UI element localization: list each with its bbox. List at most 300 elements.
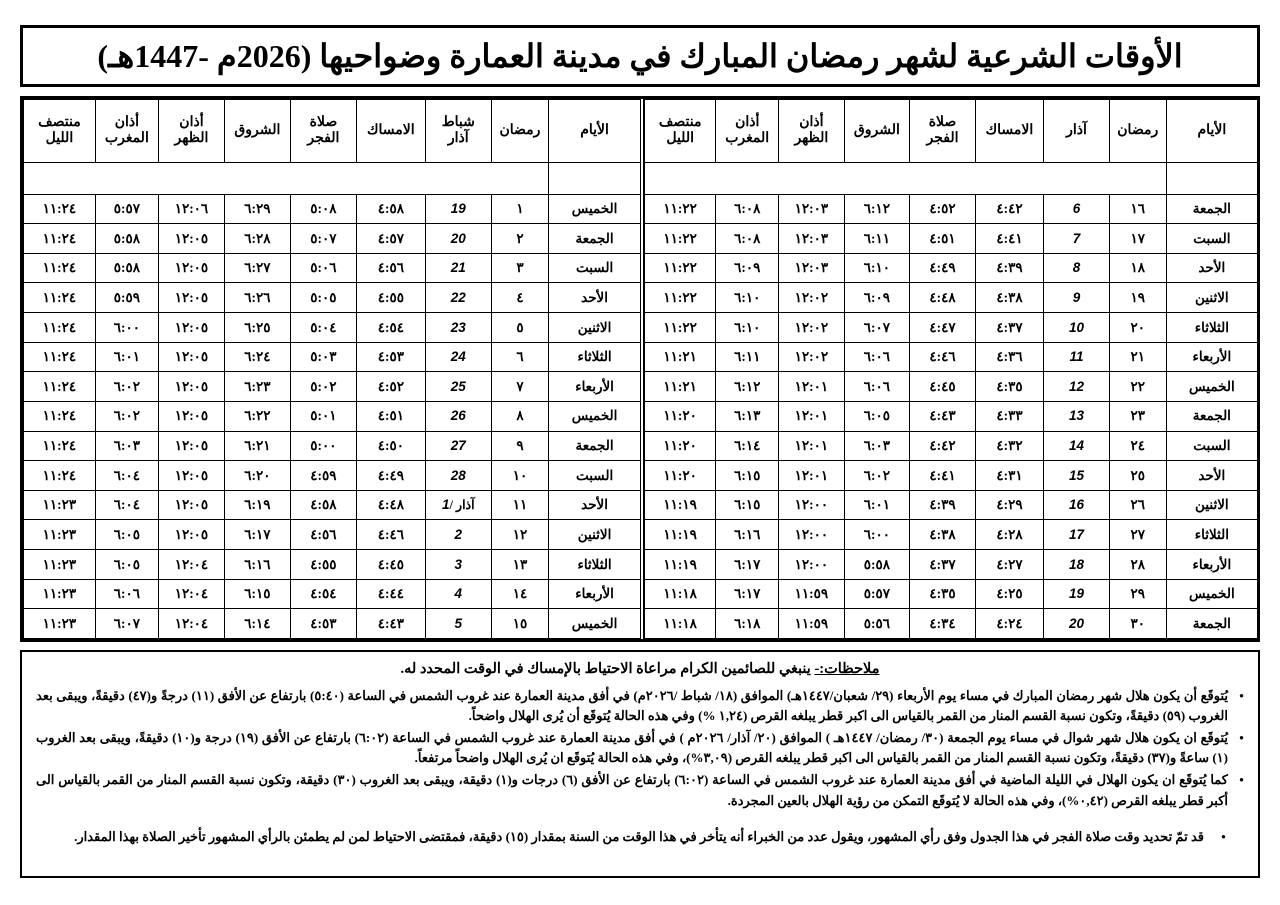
spacer-row: [645, 163, 1258, 195]
cell-day: الاثنين: [1166, 490, 1257, 520]
table-row: [645, 401, 1258, 431]
cell-imsak: ٤:٤٦: [356, 520, 425, 550]
cell-ramadan: ١: [491, 194, 548, 224]
cell-duhr: ١٢:٠١: [779, 372, 845, 402]
cell-gregorian: [425, 490, 491, 520]
col-header-gregorian-line1: شباط: [441, 114, 475, 130]
cell-ramadan: ٢٩: [1109, 579, 1166, 609]
cell-duhr: ١٢:٠٥: [158, 224, 224, 254]
cell-day: الأحد: [549, 283, 640, 313]
table-row: [24, 313, 641, 343]
cell-midnight: ١١:٢٤: [24, 461, 96, 491]
cell-midnight: ١١:٢٢: [645, 283, 716, 313]
page-title: الأوقات الشرعية لشهر رمضان المبارك في مدينة العمارة وضواحيها (2026م -1447هـ): [97, 38, 1183, 74]
cell-maghrib: ٦:٠٤: [95, 490, 158, 520]
col-header-maghrib: [716, 100, 779, 163]
cell-gregorian: 5: [425, 609, 491, 639]
cell-ramadan: ٢٨: [1109, 549, 1166, 579]
cell-duhr: ١٢:٠٤: [158, 549, 224, 579]
cell-maghrib: ٦:٠٠: [95, 313, 158, 343]
cell-day: السبت: [1166, 224, 1257, 254]
cell-fajr: ٥:٠١: [290, 401, 356, 431]
cell-maghrib: ٦:١٧: [716, 549, 779, 579]
cell-imsak: ٤:٥٤: [356, 313, 425, 343]
col-header-maghrib: [95, 100, 158, 163]
cell-shurooq: ٦:٢٩: [224, 194, 290, 224]
note-item-final: ● قد تمّ تحديد وقت صلاة الفجر في هذا الجدول وفق رأي المشهور، ويقول عدد من الخبراء أنه يتأخر في هذا الوقت من السنة بمقدار (١٥) دقيقة، فمقتضى الاحتياط لمن لم يطمئن بالرأي المشهور تأخير الصلاة بهذا المقدار.: [36, 827, 1244, 847]
cell-imsak: ٤:٣٩: [975, 253, 1043, 283]
cell-fajr: ٤:٥٥: [290, 549, 356, 579]
cell-maghrib: ٦:١٨: [716, 609, 779, 639]
cell-midnight: ١١:٢٠: [645, 461, 716, 491]
cell-gregorian: 11: [1044, 342, 1110, 372]
cell-maghrib: ٦:١٥: [716, 490, 779, 520]
cell-duhr: ١٢:٠٦: [158, 194, 224, 224]
cell-duhr: ١٢:٠٢: [779, 342, 845, 372]
cell-shurooq: ٦:٠٢: [844, 461, 910, 491]
cell-duhr: ١٢:٠٠: [779, 549, 845, 579]
col-header-shurooq: الشروق: [224, 100, 290, 163]
cell-imsak: ٤:٤١: [975, 224, 1043, 254]
cell-maghrib: ٦:٠٧: [95, 609, 158, 639]
spacer-row: [24, 163, 641, 195]
cell-midnight: ١١:٢٢: [645, 194, 716, 224]
cell-shurooq: ٦:٢٦: [224, 283, 290, 313]
cell-duhr: ١٢:٠٣: [779, 194, 845, 224]
table-header-left: [645, 100, 1258, 163]
cell-duhr: ١٢:٠١: [779, 401, 845, 431]
col-header-midnight-line1: منتصف: [38, 114, 81, 130]
cell-gregorian: 27: [425, 431, 491, 461]
cell-gregorian: 8: [1044, 253, 1110, 283]
cell-shurooq: ٦:٢٢: [224, 401, 290, 431]
spacer-cell-days: [1166, 163, 1257, 195]
cell-duhr: ١٢:٠٣: [779, 224, 845, 254]
spacer-cell-span: [645, 163, 1167, 195]
cell-maghrib: ٦:١٠: [716, 283, 779, 313]
cell-gregorian: 26: [425, 401, 491, 431]
cell-fajr: ٤:٣٨: [910, 520, 976, 550]
cell-day: الخميس: [1166, 579, 1257, 609]
cell-shurooq: ٦:٢٤: [224, 342, 290, 372]
cell-ramadan: ٦: [491, 342, 548, 372]
cell-shurooq: ٦:٠٠: [844, 520, 910, 550]
table-row: [645, 253, 1258, 283]
cell-fajr: ٥:٠٢: [290, 372, 356, 402]
cell-fajr: ٤:٤٢: [910, 431, 976, 461]
table-row: [645, 342, 1258, 372]
cell-fajr: ٤:٥٣: [290, 609, 356, 639]
cell-gregorian: 15: [1044, 461, 1110, 491]
cell-shurooq: ٦:٠٧: [844, 313, 910, 343]
col-header-maghrib-line2: المغرب: [725, 131, 770, 146]
cell-fajr: ٤:٣٩: [910, 490, 976, 520]
cell-duhr: ١٢:٠١: [779, 461, 845, 491]
schedule-table-first-half: [23, 99, 640, 639]
cell-day: الأحد: [1166, 461, 1257, 491]
col-header-midnight-line2: الليل: [45, 131, 74, 146]
cell-midnight: ١١:٢٤: [24, 224, 96, 254]
cell-day: الاثنين: [549, 520, 640, 550]
cell-gregorian: 18: [1044, 549, 1110, 579]
cell-imsak: ٤:٣٨: [975, 283, 1043, 313]
cell-fajr: ٤:٣٤: [910, 609, 976, 639]
cell-fajr: ٥:٠٦: [290, 253, 356, 283]
cell-maghrib: ٦:١٦: [716, 520, 779, 550]
cell-ramadan: ١١: [491, 490, 548, 520]
cell-day: الخميس: [1166, 372, 1257, 402]
table-row: [24, 490, 641, 520]
cell-duhr: ١٢:٠٥: [158, 342, 224, 372]
cell-imsak: ٤:٢٥: [975, 579, 1043, 609]
col-header-imsak: الامساك: [356, 100, 425, 163]
cell-gregorian: 17: [1044, 520, 1110, 550]
col-header-maghrib-line2: المغرب: [104, 131, 149, 146]
cell-fajr: ٥:٠٧: [290, 224, 356, 254]
cell-midnight: ١١:٢٣: [24, 579, 96, 609]
cell-shurooq: ٥:٥٦: [844, 609, 910, 639]
cell-imsak: ٤:٥٠: [356, 431, 425, 461]
cell-duhr: ١٢:٠٣: [779, 253, 845, 283]
table-row: [24, 194, 641, 224]
cell-duhr: ١٢:٠٥: [158, 401, 224, 431]
cell-duhr: ١٢:٠٢: [779, 283, 845, 313]
col-header-midnight: [645, 100, 716, 163]
cell-fajr: ٥:٠٠: [290, 431, 356, 461]
cell-fajr: ٥:٠٣: [290, 342, 356, 372]
page-title-box: [20, 25, 1260, 87]
cell-imsak: ٤:٤٢: [975, 194, 1043, 224]
cell-fajr: ٤:٥٩: [290, 461, 356, 491]
cell-ramadan: ١٢: [491, 520, 548, 550]
cell-day: السبت: [549, 461, 640, 491]
table-header-right: [24, 100, 641, 163]
table-row: [24, 253, 641, 283]
cell-gregorian: 6: [1044, 194, 1110, 224]
header-row: [24, 100, 641, 163]
cell-ramadan: ٧: [491, 372, 548, 402]
cell-ramadan: ٩: [491, 431, 548, 461]
cell-shurooq: ٦:٠٥: [844, 401, 910, 431]
col-header-maghrib-line1: أذان: [114, 114, 140, 130]
cell-duhr: ١٢:٠٠: [779, 490, 845, 520]
table-row: [645, 313, 1258, 343]
cell-midnight: ١١:٢١: [645, 372, 716, 402]
cell-shurooq: ٥:٥٨: [844, 549, 910, 579]
cell-imsak: ٤:٥٢: [356, 372, 425, 402]
cell-ramadan: ٢٠: [1109, 313, 1166, 343]
cell-ramadan: ٨: [491, 401, 548, 431]
cell-day: الأربعاء: [1166, 549, 1257, 579]
table-row: [645, 490, 1258, 520]
cell-midnight: ١١:٢١: [645, 342, 716, 372]
cell-fajr: ٤:٤٧: [910, 313, 976, 343]
cell-gregorian: 3: [425, 549, 491, 579]
cell-duhr: ١٢:٠٥: [158, 520, 224, 550]
cell-gregorian: 19: [425, 194, 491, 224]
col-header-ramadan: رمضان: [1109, 100, 1166, 163]
cell-midnight: ١١:٢٤: [24, 253, 96, 283]
spacer-cell-span: [24, 163, 549, 195]
col-header-imsak: الامساك: [975, 100, 1043, 163]
table-row: [645, 194, 1258, 224]
col-header-maghrib-line1: أذان: [735, 114, 760, 130]
cell-imsak: ٤:٣٧: [975, 313, 1043, 343]
cell-shurooq: ٦:٠٦: [844, 342, 910, 372]
cell-gregorian: 9: [1044, 283, 1110, 313]
cell-duhr: ١٢:٠٥: [158, 490, 224, 520]
cell-imsak: ٤:٥٨: [356, 194, 425, 224]
col-header-duhr-line1: أذان: [179, 114, 204, 130]
cell-gregorian: 16: [1044, 490, 1110, 520]
cell-day: الخميس: [549, 401, 640, 431]
cell-ramadan: ٥: [491, 313, 548, 343]
cell-day: الجمعة: [1166, 609, 1257, 639]
cell-ramadan: ٢٦: [1109, 490, 1166, 520]
table-row: [645, 549, 1258, 579]
cell-gregorian: 19: [1044, 579, 1110, 609]
cell-maghrib: ٦:٠٦: [95, 579, 158, 609]
cell-ramadan: ١٣: [491, 549, 548, 579]
cell-shurooq: ٦:١١: [844, 224, 910, 254]
cell-gregorian: 13: [1044, 401, 1110, 431]
table-row: [24, 549, 641, 579]
cell-midnight: ١١:٢٣: [24, 490, 96, 520]
spacer-cell-days: [549, 163, 640, 195]
table-row: [645, 520, 1258, 550]
cell-ramadan: ٣: [491, 253, 548, 283]
cell-ramadan: ١٨: [1109, 253, 1166, 283]
cell-ramadan: ١٩: [1109, 283, 1166, 313]
cell-imsak: ٤:٣١: [975, 461, 1043, 491]
cell-maghrib: ٦:٠٢: [95, 401, 158, 431]
col-header-ramadan: رمضان: [491, 100, 548, 163]
cell-ramadan: ٢٥: [1109, 461, 1166, 491]
col-header-duhr-line1: أذان: [799, 114, 824, 130]
cell-shurooq: ٦:٢٧: [224, 253, 290, 283]
cell-fajr: ٤:٣٥: [910, 579, 976, 609]
cell-imsak: ٤:٢٨: [975, 520, 1043, 550]
cell-fajr: ٤:٥١: [910, 224, 976, 254]
table-row: [645, 372, 1258, 402]
cell-midnight: ١١:٢٢: [645, 224, 716, 254]
cell-duhr: ١١:٥٩: [779, 579, 845, 609]
cell-maghrib: ٦:٠٢: [95, 372, 158, 402]
cell-day: الثلاثاء: [1166, 313, 1257, 343]
cell-gregorian: 23: [425, 313, 491, 343]
cell-maghrib: ٦:١٥: [716, 461, 779, 491]
cell-gregorian: 14: [1044, 431, 1110, 461]
cell-midnight: ١١:٢٤: [24, 342, 96, 372]
cell-maghrib: ٥:٥٨: [95, 224, 158, 254]
cell-maghrib: ٦:١١: [716, 342, 779, 372]
cell-duhr: ١٢:٠٠: [779, 520, 845, 550]
cell-imsak: ٤:٥١: [356, 401, 425, 431]
cell-ramadan: ٢٣: [1109, 401, 1166, 431]
table-row: [645, 609, 1258, 639]
cell-duhr: ١٢:٠٤: [158, 579, 224, 609]
cell-gregorian: 21: [425, 253, 491, 283]
cell-shurooq: ٦:١٧: [224, 520, 290, 550]
cell-ramadan: ٢: [491, 224, 548, 254]
cell-day: الجمعة: [549, 224, 640, 254]
col-header-duhr-line2: الظهر: [794, 131, 829, 146]
cell-day: الثلاثاء: [1166, 520, 1257, 550]
cell-maghrib: ٦:١٠: [716, 313, 779, 343]
cell-imsak: ٤:٢٤: [975, 609, 1043, 639]
col-header-gregorian-line2: آذار: [447, 131, 469, 146]
cell-imsak: ٤:٣٥: [975, 372, 1043, 402]
cell-day: الخميس: [549, 609, 640, 639]
cell-midnight: ١١:٢٣: [24, 520, 96, 550]
table-body-left: [645, 163, 1258, 639]
cell-maghrib: ٦:١٧: [716, 579, 779, 609]
table-row: [24, 224, 641, 254]
cell-shurooq: ٦:٢١: [224, 431, 290, 461]
cell-gregorian: 20: [425, 224, 491, 254]
cell-day: الأحد: [1166, 253, 1257, 283]
table-row: [645, 224, 1258, 254]
cell-day: الجمعة: [1166, 194, 1257, 224]
cell-maghrib: ٦:٠٣: [95, 431, 158, 461]
cell-day: الأربعاء: [1166, 342, 1257, 372]
col-header-duhr: [779, 100, 845, 163]
cell-gregorian: 7: [1044, 224, 1110, 254]
col-header-midnight: [24, 100, 96, 163]
col-header-fajr-line2: الفجر: [926, 131, 959, 146]
cell-gregorian: 12: [1044, 372, 1110, 402]
cell-duhr: ١٢:٠٢: [779, 313, 845, 343]
cell-ramadan: ٢١: [1109, 342, 1166, 372]
cell-midnight: ١١:٢٤: [24, 372, 96, 402]
cell-ramadan: ١٥: [491, 609, 548, 639]
cell-shurooq: ٦:٠٣: [844, 431, 910, 461]
col-header-midnight-line1: منتصف الليل: [658, 114, 702, 146]
cell-day: الخميس: [549, 194, 640, 224]
table-row: [24, 461, 641, 491]
cell-duhr: ١٢:٠٥: [158, 313, 224, 343]
cell-imsak: ٤:٥٧: [356, 224, 425, 254]
notes-heading-text: ينبغي للصائمين الكرام مراعاة الاحتياط بالإمساك في الوقت المحدد له.: [400, 661, 811, 677]
cell-day: الأحد: [549, 490, 640, 520]
cell-shurooq: ٦:٢٣: [224, 372, 290, 402]
cell-imsak: ٤:٤٣: [356, 609, 425, 639]
cell-duhr: ١٢:٠٤: [158, 609, 224, 639]
cell-ramadan: ٤: [491, 283, 548, 313]
table-row: [24, 520, 641, 550]
cell-gregorian-month-note: آذار /: [449, 498, 475, 513]
col-header-fajr: [290, 100, 356, 163]
table-row: [24, 342, 641, 372]
note-item: ● يُتوقَع ان يكون هلال شهر شوال في مساء يوم الجمعة (٣٠/ رمضان/ ١٤٤٧هـ ) الموافق (٢٠/ آذار/ ٢٠٢٦م ) في أفق مدينة العمارة عند غروب الشمس في الساعة (٦:٠٢) بارتفاع عن الأفق (١٩) درجة و(١٠) دقيقةً، ويبقى بعد الغروب (١) ساعةً و(٣٧) دقيقةً، وتكون نسبة القسم المنار من القمر بالقياس الى اكبر قطر يبلغه القرص (٣,٠٩%)، وفي هذه الحالة يُتوقَع ان يُرى الهلال واضحاً مرتفعاً.: [36, 728, 1244, 768]
cell-shurooq: ٥:٥٧: [844, 579, 910, 609]
col-header-fajr-line2: الفجر: [307, 131, 340, 146]
cell-imsak: ٤:٤٤: [356, 579, 425, 609]
cell-maghrib: ٦:٠٥: [95, 549, 158, 579]
cell-fajr: ٤:٥٤: [290, 579, 356, 609]
col-header-gregorian: [1044, 100, 1110, 163]
cell-day: الاثنين: [549, 313, 640, 343]
cell-gregorian: 22: [425, 283, 491, 313]
cell-midnight: ١١:٢٠: [645, 401, 716, 431]
cell-ramadan: ٢٤: [1109, 431, 1166, 461]
cell-duhr: ١٢:٠٥: [158, 461, 224, 491]
cell-midnight: ١١:٢٣: [24, 549, 96, 579]
cell-day: الثلاثاء: [549, 549, 640, 579]
cell-imsak: ٤:٤٥: [356, 549, 425, 579]
cell-gregorian: 10: [1044, 313, 1110, 343]
cell-maghrib: ٦:٠٨: [716, 194, 779, 224]
cell-midnight: ١١:٢٢: [645, 313, 716, 343]
cell-day: الأربعاء: [549, 579, 640, 609]
col-header-duhr: [158, 100, 224, 163]
table-row: [24, 609, 641, 639]
table-row: [645, 431, 1258, 461]
cell-imsak: ٤:٤٩: [356, 461, 425, 491]
cell-midnight: ١١:٢٣: [24, 609, 96, 639]
cell-imsak: ٤:٣٣: [975, 401, 1043, 431]
notes-heading-label: ملاحظات:-: [814, 661, 880, 677]
col-header-gregorian: [425, 100, 491, 163]
prayer-table-left: [644, 99, 1257, 639]
cell-imsak: ٤:٤٨: [356, 490, 425, 520]
table-row: [24, 283, 641, 313]
cell-maghrib: ٦:٠٩: [716, 253, 779, 283]
cell-shurooq: ٦:١٠: [844, 253, 910, 283]
cell-midnight: ١١:٢٠: [645, 431, 716, 461]
cell-fajr: ٥:٠٨: [290, 194, 356, 224]
col-header-days: الأيام: [1166, 100, 1257, 163]
cell-shurooq: ٦:٠٩: [844, 283, 910, 313]
table-row: [24, 401, 641, 431]
cell-ramadan: ١٦: [1109, 194, 1166, 224]
table-row: [24, 579, 641, 609]
cell-maghrib: ٦:٠١: [95, 342, 158, 372]
col-header-fajr: [910, 100, 976, 163]
cell-gregorian: 28: [425, 461, 491, 491]
cell-shurooq: ٦:٢٥: [224, 313, 290, 343]
cell-ramadan: ١٧: [1109, 224, 1166, 254]
cell-shurooq: ٦:٠١: [844, 490, 910, 520]
col-header-shurooq: الشروق: [844, 100, 910, 163]
table-body-right: [24, 163, 641, 639]
cell-maghrib: ٥:٥٩: [95, 283, 158, 313]
cell-midnight: ١١:٢٢: [645, 253, 716, 283]
cell-shurooq: ٦:١٦: [224, 549, 290, 579]
cell-gregorian: 24: [425, 342, 491, 372]
cell-ramadan: ٢٧: [1109, 520, 1166, 550]
cell-fajr: ٤:٤٨: [910, 283, 976, 313]
cell-day: الاثنين: [1166, 283, 1257, 313]
col-header-duhr-line2: الظهر: [174, 131, 209, 146]
cell-maghrib: ٦:٠٨: [716, 224, 779, 254]
cell-maghrib: ٥:٥٧: [95, 194, 158, 224]
table-row: [645, 461, 1258, 491]
cell-fajr: ٤:٤٩: [910, 253, 976, 283]
prayer-table-right: [23, 99, 640, 639]
cell-shurooq: ٦:٢٨: [224, 224, 290, 254]
cell-midnight: ١١:٢٤: [24, 283, 96, 313]
cell-shurooq: ٦:١٥: [224, 579, 290, 609]
table-row: [24, 372, 641, 402]
cell-duhr: ١١:٥٩: [779, 609, 845, 639]
cell-maghrib: ٦:١٣: [716, 401, 779, 431]
header-row: [645, 100, 1258, 163]
schedule-tables: [20, 96, 1260, 642]
cell-ramadan: ٣٠: [1109, 609, 1166, 639]
cell-day: الجمعة: [549, 431, 640, 461]
cell-midnight: ١١:٢٤: [24, 313, 96, 343]
